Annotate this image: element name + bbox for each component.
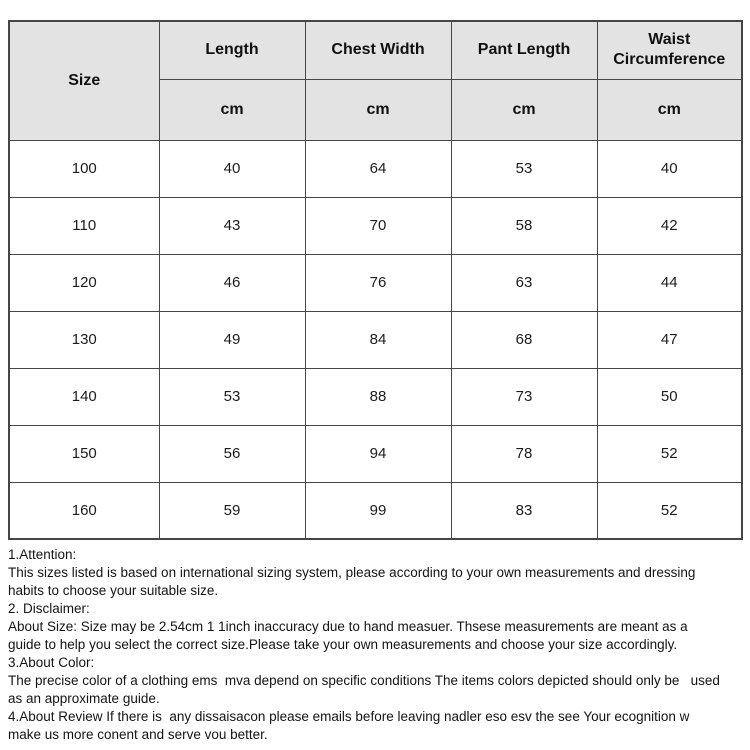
length_cm-cell: 40 bbox=[159, 140, 305, 197]
size-row-120 bbox=[9, 254, 742, 311]
waist_circumference_cm-cell: 40 bbox=[597, 140, 742, 197]
note-line-6: guide to help you select the correct size.Please take your own measurements and choose your size accordingly. bbox=[8, 637, 678, 652]
pant_length_cm-cell: 58 bbox=[451, 197, 597, 254]
size-table-body bbox=[9, 140, 742, 539]
length-unit-cell: cm bbox=[159, 79, 305, 140]
length_cm-cell: 46 bbox=[159, 254, 305, 311]
size-column-header: Size bbox=[9, 21, 159, 140]
note-line-8: The precise color of a clothing ems mva depend on specific conditions The items colors depicted should only be used bbox=[8, 673, 720, 688]
chest_width_cm-cell: 64 bbox=[305, 140, 451, 197]
size-table-header bbox=[9, 21, 742, 140]
size-cell: 160 bbox=[9, 482, 159, 539]
header-row-columns bbox=[9, 21, 742, 79]
size-row-100 bbox=[9, 140, 742, 197]
size-cell: 140 bbox=[9, 368, 159, 425]
chest-width-column-header: Chest Width bbox=[305, 21, 451, 79]
waist_circumference_cm-cell: 52 bbox=[597, 482, 742, 539]
size-cell: 100 bbox=[9, 140, 159, 197]
note-line-7: 3.About Color: bbox=[8, 655, 95, 670]
length_cm-cell: 53 bbox=[159, 368, 305, 425]
size-row-160 bbox=[9, 482, 742, 539]
length_cm-cell: 56 bbox=[159, 425, 305, 482]
pant_length_cm-cell: 73 bbox=[451, 368, 597, 425]
pant_length_cm-cell: 53 bbox=[451, 140, 597, 197]
note-line-11: make us more conent and serve vou better. bbox=[8, 727, 268, 742]
pant_length_cm-cell: 63 bbox=[451, 254, 597, 311]
chest-width-unit-cell: cm bbox=[305, 79, 451, 140]
waist_circumference_cm-cell: 50 bbox=[597, 368, 742, 425]
length-column-header: Length bbox=[159, 21, 305, 79]
chest_width_cm-cell: 70 bbox=[305, 197, 451, 254]
length_cm-cell: 59 bbox=[159, 482, 305, 539]
chest_width_cm-cell: 88 bbox=[305, 368, 451, 425]
chest_width_cm-cell: 94 bbox=[305, 425, 451, 482]
size-row-110 bbox=[9, 197, 742, 254]
note-line-5: About Size: Size may be 2.54cm 1 1inch inaccuracy due to hand measuer. Thsese measurements are meant as a bbox=[8, 619, 688, 634]
size-table bbox=[8, 20, 743, 540]
waist_circumference_cm-cell: 44 bbox=[597, 254, 742, 311]
chest_width_cm-cell: 84 bbox=[305, 311, 451, 368]
note-line-2: This sizes listed is based on international sizing system, please according to your own measurements and dressing bbox=[8, 565, 696, 580]
sizing-notes bbox=[8, 546, 746, 744]
note-line-4: 2. Disclaimer: bbox=[8, 601, 90, 616]
size-row-130 bbox=[9, 311, 742, 368]
pant_length_cm-cell: 68 bbox=[451, 311, 597, 368]
note-line-9: as an approximate guide. bbox=[8, 691, 160, 706]
note-line-3: habits to choose your suitable size. bbox=[8, 583, 219, 598]
waist_circumference_cm-cell: 42 bbox=[597, 197, 742, 254]
size-cell: 130 bbox=[9, 311, 159, 368]
length_cm-cell: 43 bbox=[159, 197, 305, 254]
waist_circumference_cm-cell: 47 bbox=[597, 311, 742, 368]
size-cell: 150 bbox=[9, 425, 159, 482]
note-line-1: 1.Attention: bbox=[8, 547, 77, 562]
size-cell: 110 bbox=[9, 197, 159, 254]
waist-circumference-unit-cell: cm bbox=[597, 79, 742, 140]
note-line-10: 4.About Review If there is any dissaisacon please emails before leaving nadler eso esv the see Your ecognition w bbox=[8, 709, 690, 724]
chest_width_cm-cell: 76 bbox=[305, 254, 451, 311]
waist-circumference-column-header: Waist Circumference bbox=[597, 21, 742, 79]
pant-length-column-header: Pant Length bbox=[451, 21, 597, 79]
size-row-150 bbox=[9, 425, 742, 482]
pant_length_cm-cell: 78 bbox=[451, 425, 597, 482]
size-row-140 bbox=[9, 368, 742, 425]
size-cell: 120 bbox=[9, 254, 159, 311]
pant-length-unit-cell: cm bbox=[451, 79, 597, 140]
chest_width_cm-cell: 99 bbox=[305, 482, 451, 539]
pant_length_cm-cell: 83 bbox=[451, 482, 597, 539]
waist_circumference_cm-cell: 52 bbox=[597, 425, 742, 482]
length_cm-cell: 49 bbox=[159, 311, 305, 368]
